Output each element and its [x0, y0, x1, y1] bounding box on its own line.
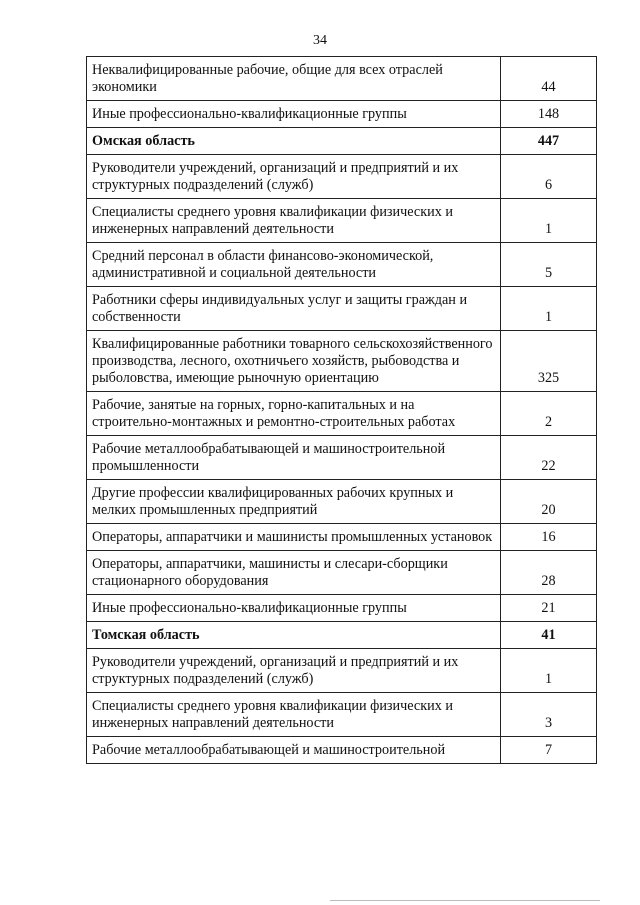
table-body — [87, 57, 597, 764]
occupation-count: 3 — [501, 693, 597, 737]
occupation-group-label: Специалисты среднего уровня квалификации физических и инженерных направлений деятельности — [87, 199, 501, 243]
occupation-group-label: Руководители учреждений, организаций и предприятий и их структурных подразделений (служб) — [87, 155, 501, 199]
table-row — [87, 392, 597, 436]
occupation-count: 1 — [501, 649, 597, 693]
region-name: Томская область — [87, 622, 501, 649]
occupation-group-label: Операторы, аппаратчики и машинисты промышленных установок — [87, 524, 501, 551]
table-row — [87, 101, 597, 128]
table-row — [87, 737, 597, 764]
region-name: Омская область — [87, 128, 501, 155]
table-row — [87, 199, 597, 243]
occupation-group-label: Неквалифицированные рабочие, общие для всех отраслей экономики — [87, 57, 501, 101]
occupation-count: 6 — [501, 155, 597, 199]
occupation-group-label: Рабочие металлообрабатывающей и машиностроительной промышленности — [87, 436, 501, 480]
page-number: 34 — [313, 33, 327, 48]
table-row — [87, 155, 597, 199]
occupation-table — [86, 56, 597, 764]
occupation-count: 7 — [501, 737, 597, 764]
occupation-count: 1 — [501, 287, 597, 331]
region-total: 447 — [501, 128, 597, 155]
region-row — [87, 622, 597, 649]
occupation-count: 21 — [501, 595, 597, 622]
table-row — [87, 480, 597, 524]
table-row — [87, 331, 597, 392]
occupation-group-label: Рабочие, занятые на горных, горно-капитальных и на строительно-монтажных и ремонтно-строительных работах — [87, 392, 501, 436]
scan-artifact-line — [330, 900, 600, 901]
region-row — [87, 128, 597, 155]
occupation-count: 148 — [501, 101, 597, 128]
occupation-group-label: Руководители учреждений, организаций и предприятий и их структурных подразделений (служб) — [87, 649, 501, 693]
occupation-count: 44 — [501, 57, 597, 101]
occupation-group-label: Средний персонал в области финансово-экономической, административной и социальной деятельности — [87, 243, 501, 287]
table-row — [87, 243, 597, 287]
table-row — [87, 649, 597, 693]
occupation-group-label: Специалисты среднего уровня квалификации физических и инженерных направлений деятельности — [87, 693, 501, 737]
occupation-count: 1 — [501, 199, 597, 243]
occupation-group-label: Рабочие металлообрабатывающей и машиностроительной — [87, 737, 501, 764]
occupation-group-label: Иные профессионально-квалификационные группы — [87, 101, 501, 128]
occupation-count: 16 — [501, 524, 597, 551]
occupation-group-label: Работники сферы индивидуальных услуг и защиты граждан и собственности — [87, 287, 501, 331]
table-row — [87, 436, 597, 480]
region-total: 41 — [501, 622, 597, 649]
table-row — [87, 57, 597, 101]
table-row — [87, 287, 597, 331]
occupation-count: 22 — [501, 436, 597, 480]
table-row — [87, 595, 597, 622]
occupation-count: 325 — [501, 331, 597, 392]
occupation-count: 2 — [501, 392, 597, 436]
occupation-count: 20 — [501, 480, 597, 524]
occupation-count: 28 — [501, 551, 597, 595]
occupation-group-label: Операторы, аппаратчики, машинисты и слесари-сборщики стационарного оборудования — [87, 551, 501, 595]
occupation-group-label: Другие профессии квалифицированных рабочих крупных и мелких промышленных предприятий — [87, 480, 501, 524]
occupation-count: 5 — [501, 243, 597, 287]
occupation-group-label: Квалифицированные работники товарного сельскохозяйственного производства, лесного, охотничьего хозяйств, рыбоводства и рыболовства, имеющие рыночную ориентацию — [87, 331, 501, 392]
table-row — [87, 693, 597, 737]
table-row — [87, 551, 597, 595]
table-row — [87, 524, 597, 551]
occupation-group-label: Иные профессионально-квалификационные группы — [87, 595, 501, 622]
